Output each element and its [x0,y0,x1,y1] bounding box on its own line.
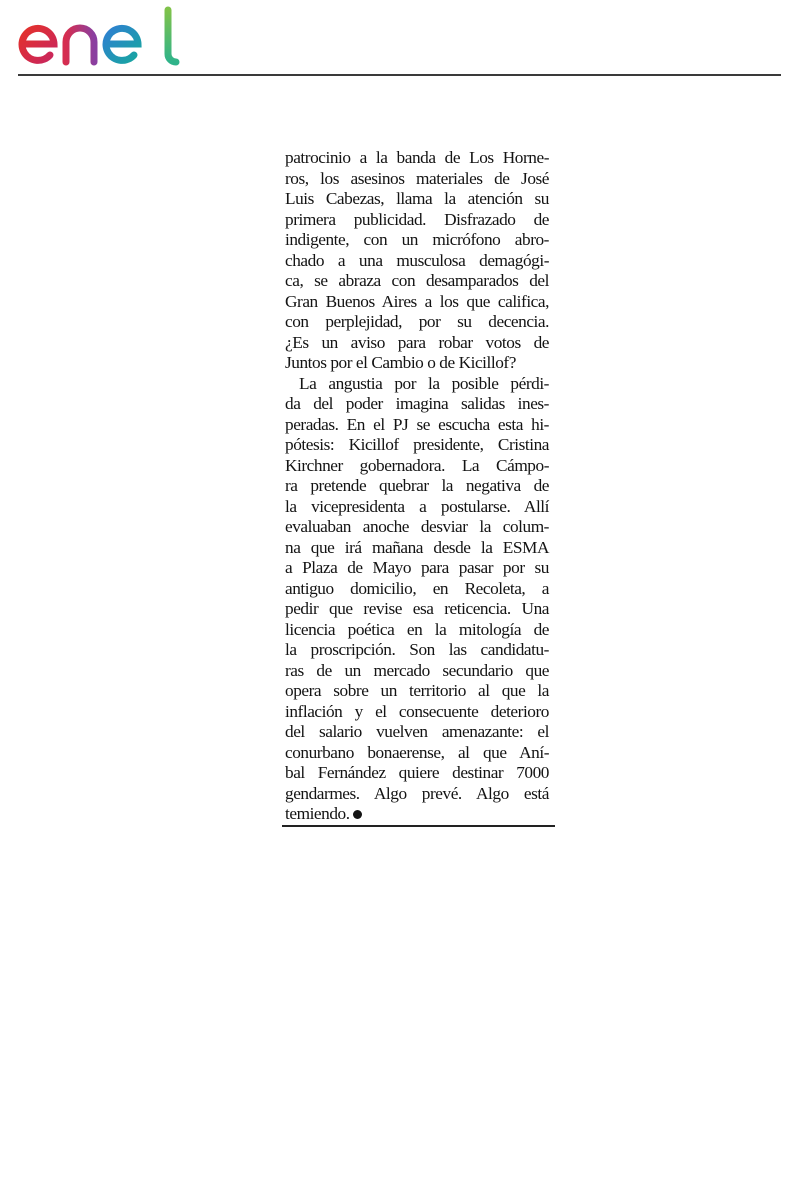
article-line-text: bal Fernández quiere destinar 7000 [285,763,549,782]
article-line-text: La angustia por la posible pérdi- [299,373,549,393]
article-line-text: ¿Es un aviso para robar votos de [285,332,549,352]
article-line-text: con perplejidad, por su decencia. [285,312,549,331]
article-line [285,702,549,723]
article-line-text: na que irá mañana desde la ESMA [285,537,549,557]
article-line-text: gendarmes. Algo prevé. Algo está [285,783,549,803]
article-line [285,333,549,354]
article-line [285,640,549,661]
article-line-text: Kirchner gobernadora. La Cámpo- [285,455,549,475]
article-line [285,497,549,518]
article-end-divider [282,825,555,827]
article-line [285,517,549,538]
header-divider [18,74,781,76]
article-line [285,476,549,497]
article-line-text: temiendo. [285,804,350,823]
article-line [285,722,549,743]
article-line-text: peradas. En el PJ se escucha esta hi- [285,414,549,434]
article-line [285,784,549,805]
article-line [285,415,549,436]
article-line [285,681,549,702]
article-line [285,312,549,333]
article-line-text: patrocinio a la banda de Los Horne- [285,148,549,167]
article-line [285,538,549,559]
article-line-text: Juntos por el Cambio o de Kicillof? [285,353,516,372]
article-line [285,271,549,292]
article-line-text: inflación y el consecuente deterioro [285,701,549,721]
article-line-text: ras de un mercado secundario que [285,660,549,680]
article-column [285,148,549,825]
article-line [285,230,549,251]
article-line [285,394,549,415]
article-line-text: ca, se abraza con desamparados del [285,271,549,290]
article-line [285,558,549,579]
article-line-text: da del poder imagina salidas ines- [285,394,549,413]
page-header [0,0,800,76]
article-line-text: licencia poética en la mitología de [285,619,549,639]
article-line-text: chado a una musculosa demagógi- [285,250,549,270]
article-line [285,804,549,825]
article-line [285,210,549,231]
article-line-text: antiguo domicilio, en Recoleta, a [285,578,549,598]
article-line-text: del salario vuelven amenazante: el [285,722,549,741]
article-paragraph [285,374,549,825]
article-line-text: la proscripción. Son las candidatu- [285,640,549,659]
article-line-text: evaluaban anoche desviar la colum- [285,517,549,536]
article-line-text: la vicepresidenta a postularse. Allí [285,496,549,516]
article-line-text: Gran Buenos Aires a los que califica, [285,291,549,311]
article-line [285,148,549,169]
end-of-article-bullet-icon [353,810,362,819]
article-line-text: a Plaza de Mayo para pasar por su [285,558,549,577]
article-line [285,374,549,395]
article-line-text: primera publicidad. Disfrazado de [285,209,549,229]
article-line [285,661,549,682]
article-line-text: Luis Cabezas, llama la atención su [285,189,549,208]
article-line [285,189,549,210]
article-line-text: pótesis: Kicillof presidente, Cristina [285,435,549,454]
article-line-text: pedir que revise esa reticencia. Una [285,599,549,618]
article-line-text: indigente, con un micrófono abro- [285,230,549,249]
article-line-text: ros, los asesinos materiales de José [285,168,549,188]
enel-logo [18,6,180,66]
article-line [285,743,549,764]
article-line [285,599,549,620]
article-line [285,251,549,272]
article-line [285,435,549,456]
article-line [285,169,549,190]
article-line [285,620,549,641]
article-line-text: ra pretende quebrar la negativa de [285,476,549,495]
article-line [285,579,549,600]
article-line [285,353,549,374]
article-paragraph [285,148,549,374]
article-line-text: opera sobre un territorio al que la [285,681,549,700]
article-line [285,763,549,784]
article-line-text: conurbano bonaerense, al que Aní- [285,742,549,762]
article-line [285,456,549,477]
article-line [285,292,549,313]
